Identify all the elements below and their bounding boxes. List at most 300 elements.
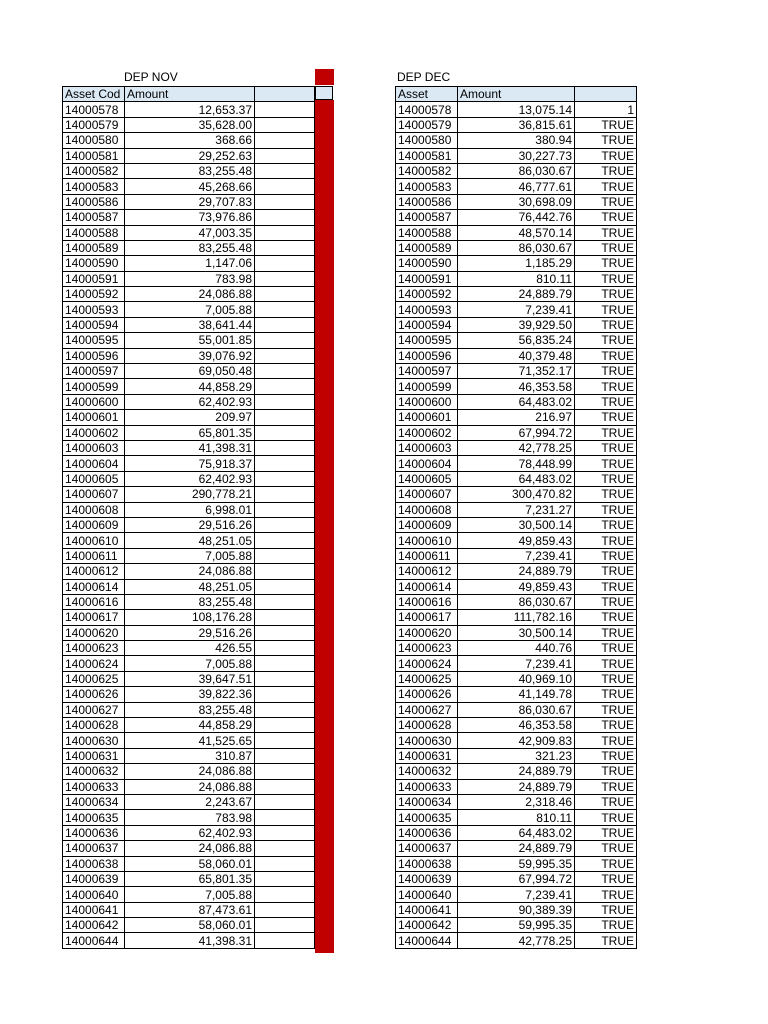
dec-cell-asset[interactable]: 14000578 [396, 102, 458, 117]
nov-cell-asset[interactable]: 14000637 [63, 841, 125, 856]
dec-cell-check[interactable]: TRUE [575, 933, 637, 948]
nov-cell-blank[interactable] [255, 456, 315, 471]
nov-cell-asset[interactable]: 14000583 [63, 179, 125, 194]
dec-cell-asset[interactable]: 14000628 [396, 718, 458, 733]
dec-cell-check[interactable]: TRUE [575, 548, 637, 563]
dec-cell-amount[interactable]: 7,239.41 [458, 887, 575, 902]
nov-cell-amount[interactable]: 1,147.06 [125, 256, 255, 271]
nov-cell-amount[interactable]: 41,398.31 [125, 933, 255, 948]
nov-cell-blank[interactable] [255, 133, 315, 148]
nov-cell-asset[interactable]: 14000640 [63, 887, 125, 902]
dec-cell-amount[interactable]: 24,889.79 [458, 564, 575, 579]
nov-cell-asset[interactable]: 14000632 [63, 764, 125, 779]
nov-cell-amount[interactable]: 368.66 [125, 133, 255, 148]
nov-cell-asset[interactable]: 14000624 [63, 656, 125, 671]
nov-cell-blank[interactable] [255, 333, 315, 348]
nov-cell-asset[interactable]: 14000600 [63, 394, 125, 409]
dec-cell-asset[interactable]: 14000583 [396, 179, 458, 194]
dec-cell-asset[interactable]: 14000638 [396, 856, 458, 871]
dec-header-check[interactable] [575, 87, 637, 102]
dec-cell-asset[interactable]: 14000640 [396, 887, 458, 902]
nov-cell-amount[interactable]: 24,086.88 [125, 287, 255, 302]
dec-cell-asset[interactable]: 14000595 [396, 333, 458, 348]
dec-cell-check[interactable]: TRUE [575, 271, 637, 286]
nov-cell-amount[interactable]: 39,822.36 [125, 687, 255, 702]
nov-cell-blank[interactable] [255, 256, 315, 271]
dec-cell-amount[interactable]: 86,030.67 [458, 702, 575, 717]
nov-cell-amount[interactable]: 29,707.83 [125, 194, 255, 209]
dec-cell-asset[interactable]: 14000602 [396, 425, 458, 440]
nov-cell-blank[interactable] [255, 779, 315, 794]
nov-cell-asset[interactable]: 14000592 [63, 287, 125, 302]
dec-cell-amount[interactable]: 67,994.72 [458, 871, 575, 886]
nov-cell-blank[interactable] [255, 102, 315, 117]
nov-cell-asset[interactable]: 14000617 [63, 610, 125, 625]
dec-cell-amount[interactable]: 36,815.61 [458, 117, 575, 132]
dec-cell-amount[interactable]: 86,030.67 [458, 240, 575, 255]
nov-header-blank[interactable] [255, 87, 315, 102]
dec-cell-check[interactable]: TRUE [575, 148, 637, 163]
nov-cell-amount[interactable]: 783.98 [125, 810, 255, 825]
dec-cell-amount[interactable]: 30,227.73 [458, 148, 575, 163]
dec-cell-amount[interactable]: 24,889.79 [458, 764, 575, 779]
dec-cell-check[interactable]: 1 [575, 102, 637, 117]
nov-cell-asset[interactable]: 14000630 [63, 733, 125, 748]
nov-cell-amount[interactable]: 39,647.51 [125, 671, 255, 686]
dec-cell-asset[interactable]: 14000631 [396, 748, 458, 763]
nov-cell-blank[interactable] [255, 841, 315, 856]
dec-cell-asset[interactable]: 14000596 [396, 348, 458, 363]
dec-cell-asset[interactable]: 14000604 [396, 456, 458, 471]
dec-cell-check[interactable]: TRUE [575, 656, 637, 671]
dec-cell-check[interactable]: TRUE [575, 641, 637, 656]
nov-cell-asset[interactable]: 14000602 [63, 425, 125, 440]
nov-cell-amount[interactable]: 41,398.31 [125, 440, 255, 455]
dec-cell-amount[interactable]: 30,698.09 [458, 194, 575, 209]
nov-cell-amount[interactable]: 48,251.05 [125, 579, 255, 594]
dec-cell-check[interactable]: TRUE [575, 425, 637, 440]
dec-cell-check[interactable]: TRUE [575, 394, 637, 409]
dec-cell-amount[interactable]: 46,777.61 [458, 179, 575, 194]
dec-cell-amount[interactable]: 46,353.58 [458, 379, 575, 394]
nov-cell-asset[interactable]: 14000636 [63, 825, 125, 840]
nov-cell-blank[interactable] [255, 394, 315, 409]
dec-cell-asset[interactable]: 14000627 [396, 702, 458, 717]
dec-cell-asset[interactable]: 14000626 [396, 687, 458, 702]
nov-cell-amount[interactable]: 62,402.93 [125, 471, 255, 486]
dec-cell-check[interactable]: TRUE [575, 163, 637, 178]
dec-cell-amount[interactable]: 24,889.79 [458, 779, 575, 794]
nov-cell-amount[interactable]: 39,076.92 [125, 348, 255, 363]
nov-cell-amount[interactable]: 35,628.00 [125, 117, 255, 132]
nov-cell-asset[interactable]: 14000616 [63, 594, 125, 609]
dec-cell-check[interactable]: TRUE [575, 379, 637, 394]
nov-cell-asset[interactable]: 14000611 [63, 548, 125, 563]
dec-cell-amount[interactable]: 71,352.17 [458, 364, 575, 379]
nov-cell-amount[interactable]: 29,516.26 [125, 625, 255, 640]
dec-cell-check[interactable]: TRUE [575, 764, 637, 779]
dec-cell-asset[interactable]: 14000589 [396, 240, 458, 255]
dec-cell-asset[interactable]: 14000586 [396, 194, 458, 209]
dec-cell-check[interactable]: TRUE [575, 179, 637, 194]
dec-cell-check[interactable]: TRUE [575, 564, 637, 579]
dec-cell-check[interactable]: TRUE [575, 810, 637, 825]
nov-cell-blank[interactable] [255, 702, 315, 717]
dec-cell-asset[interactable]: 14000644 [396, 933, 458, 948]
nov-cell-blank[interactable] [255, 240, 315, 255]
nov-cell-blank[interactable] [255, 641, 315, 656]
dec-cell-amount[interactable]: 810.11 [458, 271, 575, 286]
nov-cell-asset[interactable]: 14000620 [63, 625, 125, 640]
dec-cell-amount[interactable]: 40,379.48 [458, 348, 575, 363]
dec-cell-asset[interactable]: 14000623 [396, 641, 458, 656]
dec-cell-check[interactable]: TRUE [575, 856, 637, 871]
dec-cell-asset[interactable]: 14000641 [396, 902, 458, 917]
nov-cell-asset[interactable]: 14000591 [63, 271, 125, 286]
dec-cell-check[interactable]: TRUE [575, 594, 637, 609]
dec-cell-check[interactable]: TRUE [575, 210, 637, 225]
dec-cell-asset[interactable]: 14000630 [396, 733, 458, 748]
nov-cell-asset[interactable]: 14000642 [63, 918, 125, 933]
nov-cell-amount[interactable]: 24,086.88 [125, 841, 255, 856]
dec-cell-amount[interactable]: 64,483.02 [458, 471, 575, 486]
nov-cell-blank[interactable] [255, 348, 315, 363]
nov-cell-asset[interactable]: 14000625 [63, 671, 125, 686]
nov-cell-blank[interactable] [255, 748, 315, 763]
nov-cell-amount[interactable]: 290,778.21 [125, 487, 255, 502]
dec-cell-asset[interactable]: 14000594 [396, 317, 458, 332]
nov-cell-amount[interactable]: 83,255.48 [125, 702, 255, 717]
nov-cell-blank[interactable] [255, 933, 315, 948]
nov-cell-amount[interactable]: 41,525.65 [125, 733, 255, 748]
nov-cell-amount[interactable]: 62,402.93 [125, 825, 255, 840]
dec-cell-amount[interactable]: 59,995.35 [458, 918, 575, 933]
nov-cell-amount[interactable]: 62,402.93 [125, 394, 255, 409]
nov-cell-blank[interactable] [255, 687, 315, 702]
dec-cell-asset[interactable]: 14000599 [396, 379, 458, 394]
nov-cell-amount[interactable]: 45,268.66 [125, 179, 255, 194]
dec-cell-asset[interactable]: 14000590 [396, 256, 458, 271]
dec-cell-check[interactable]: TRUE [575, 517, 637, 532]
dec-cell-asset[interactable]: 14000617 [396, 610, 458, 625]
dec-cell-check[interactable]: TRUE [575, 533, 637, 548]
nov-cell-blank[interactable] [255, 610, 315, 625]
dec-cell-amount[interactable]: 86,030.67 [458, 163, 575, 178]
nov-cell-amount[interactable]: 75,918.37 [125, 456, 255, 471]
dec-cell-amount[interactable]: 42,909.83 [458, 733, 575, 748]
dec-cell-amount[interactable]: 300,470.82 [458, 487, 575, 502]
dec-cell-check[interactable]: TRUE [575, 733, 637, 748]
nov-cell-asset[interactable]: 14000607 [63, 487, 125, 502]
nov-cell-blank[interactable] [255, 533, 315, 548]
dec-cell-amount[interactable]: 39,929.50 [458, 317, 575, 332]
dec-cell-asset[interactable]: 14000608 [396, 502, 458, 517]
nov-cell-asset[interactable]: 14000580 [63, 133, 125, 148]
nov-cell-blank[interactable] [255, 487, 315, 502]
nov-cell-blank[interactable] [255, 825, 315, 840]
dec-cell-amount[interactable]: 64,483.02 [458, 825, 575, 840]
nov-cell-amount[interactable]: 29,252.63 [125, 148, 255, 163]
nov-cell-amount[interactable]: 55,001.85 [125, 333, 255, 348]
dec-cell-check[interactable]: TRUE [575, 133, 637, 148]
dec-cell-check[interactable]: TRUE [575, 610, 637, 625]
nov-cell-blank[interactable] [255, 271, 315, 286]
nov-cell-asset[interactable]: 14000579 [63, 117, 125, 132]
dec-cell-check[interactable]: TRUE [575, 918, 637, 933]
nov-cell-blank[interactable] [255, 425, 315, 440]
dec-cell-amount[interactable]: 7,239.41 [458, 656, 575, 671]
nov-cell-asset[interactable]: 14000581 [63, 148, 125, 163]
nov-cell-amount[interactable]: 2,243.67 [125, 794, 255, 809]
nov-cell-asset[interactable]: 14000595 [63, 333, 125, 348]
dec-cell-asset[interactable]: 14000635 [396, 810, 458, 825]
nov-cell-amount[interactable]: 7,005.88 [125, 656, 255, 671]
nov-cell-asset[interactable]: 14000634 [63, 794, 125, 809]
dec-cell-check[interactable]: TRUE [575, 410, 637, 425]
nov-cell-blank[interactable] [255, 163, 315, 178]
nov-cell-asset[interactable]: 14000587 [63, 210, 125, 225]
dec-cell-check[interactable]: TRUE [575, 902, 637, 917]
nov-cell-blank[interactable] [255, 548, 315, 563]
dec-cell-asset[interactable]: 14000607 [396, 487, 458, 502]
nov-cell-blank[interactable] [255, 302, 315, 317]
dec-cell-asset[interactable]: 14000624 [396, 656, 458, 671]
nov-cell-amount[interactable]: 6,998.01 [125, 502, 255, 517]
nov-cell-asset[interactable]: 14000612 [63, 564, 125, 579]
nov-cell-blank[interactable] [255, 179, 315, 194]
nov-cell-asset[interactable]: 14000578 [63, 102, 125, 117]
nov-cell-amount[interactable]: 7,005.88 [125, 548, 255, 563]
dec-cell-asset[interactable]: 14000610 [396, 533, 458, 548]
nov-cell-asset[interactable]: 14000609 [63, 517, 125, 532]
dec-cell-amount[interactable]: 30,500.14 [458, 517, 575, 532]
dec-cell-check[interactable]: TRUE [575, 471, 637, 486]
nov-cell-amount[interactable]: 209.97 [125, 410, 255, 425]
dec-cell-amount[interactable]: 40,969.10 [458, 671, 575, 686]
nov-cell-asset[interactable]: 14000626 [63, 687, 125, 702]
nov-cell-amount[interactable]: 83,255.48 [125, 594, 255, 609]
nov-cell-amount[interactable]: 29,516.26 [125, 517, 255, 532]
dec-cell-amount[interactable]: 90,389.39 [458, 902, 575, 917]
nov-cell-asset[interactable]: 14000599 [63, 379, 125, 394]
nov-cell-blank[interactable] [255, 810, 315, 825]
dec-cell-check[interactable]: TRUE [575, 287, 637, 302]
dec-cell-amount[interactable]: 7,231.27 [458, 502, 575, 517]
nov-cell-asset[interactable]: 14000605 [63, 471, 125, 486]
dec-cell-check[interactable]: TRUE [575, 240, 637, 255]
dec-cell-amount[interactable]: 24,889.79 [458, 287, 575, 302]
nov-cell-blank[interactable] [255, 918, 315, 933]
nov-cell-amount[interactable]: 426.55 [125, 641, 255, 656]
nov-cell-blank[interactable] [255, 733, 315, 748]
nov-cell-blank[interactable] [255, 902, 315, 917]
dec-cell-amount[interactable]: 49,859.43 [458, 533, 575, 548]
dec-cell-amount[interactable]: 1,185.29 [458, 256, 575, 271]
nov-cell-blank[interactable] [255, 317, 315, 332]
nov-cell-amount[interactable]: 310.87 [125, 748, 255, 763]
nov-cell-blank[interactable] [255, 117, 315, 132]
nov-cell-blank[interactable] [255, 594, 315, 609]
dec-cell-amount[interactable]: 56,835.24 [458, 333, 575, 348]
nov-cell-blank[interactable] [255, 194, 315, 209]
dec-header-amount[interactable]: Amount [458, 87, 575, 102]
dec-cell-check[interactable]: TRUE [575, 625, 637, 640]
dec-cell-check[interactable]: TRUE [575, 348, 637, 363]
dec-cell-asset[interactable]: 14000603 [396, 440, 458, 455]
dec-cell-asset[interactable]: 14000579 [396, 117, 458, 132]
nov-cell-asset[interactable]: 14000608 [63, 502, 125, 517]
nov-cell-blank[interactable] [255, 225, 315, 240]
nov-cell-amount[interactable]: 58,060.01 [125, 856, 255, 871]
nov-cell-blank[interactable] [255, 517, 315, 532]
dec-cell-check[interactable]: TRUE [575, 487, 637, 502]
nov-cell-amount[interactable]: 73,976.86 [125, 210, 255, 225]
nov-cell-blank[interactable] [255, 579, 315, 594]
dec-cell-amount[interactable]: 42,778.25 [458, 933, 575, 948]
nov-cell-asset[interactable]: 14000633 [63, 779, 125, 794]
nov-cell-blank[interactable] [255, 564, 315, 579]
dec-cell-asset[interactable]: 14000614 [396, 579, 458, 594]
nov-cell-blank[interactable] [255, 764, 315, 779]
dec-cell-check[interactable]: TRUE [575, 687, 637, 702]
dec-cell-asset[interactable]: 14000600 [396, 394, 458, 409]
nov-cell-asset[interactable]: 14000589 [63, 240, 125, 255]
dec-cell-asset[interactable]: 14000592 [396, 287, 458, 302]
dec-cell-check[interactable]: TRUE [575, 456, 637, 471]
dec-cell-amount[interactable]: 2,318.46 [458, 794, 575, 809]
dec-cell-check[interactable]: TRUE [575, 440, 637, 455]
dec-cell-check[interactable]: TRUE [575, 579, 637, 594]
nov-cell-amount[interactable]: 7,005.88 [125, 887, 255, 902]
nov-cell-amount[interactable]: 83,255.48 [125, 240, 255, 255]
dec-cell-amount[interactable]: 59,995.35 [458, 856, 575, 871]
dec-cell-amount[interactable]: 440.76 [458, 641, 575, 656]
nov-cell-blank[interactable] [255, 794, 315, 809]
dec-cell-asset[interactable]: 14000597 [396, 364, 458, 379]
dec-cell-asset[interactable]: 14000634 [396, 794, 458, 809]
nov-cell-asset[interactable]: 14000610 [63, 533, 125, 548]
dec-cell-asset[interactable]: 14000601 [396, 410, 458, 425]
nov-cell-amount[interactable]: 69,050.48 [125, 364, 255, 379]
dec-cell-asset[interactable]: 14000609 [396, 517, 458, 532]
dec-cell-amount[interactable]: 67,994.72 [458, 425, 575, 440]
nov-cell-blank[interactable] [255, 656, 315, 671]
dec-cell-check[interactable]: TRUE [575, 748, 637, 763]
nov-cell-amount[interactable]: 44,858.29 [125, 718, 255, 733]
nov-header-amount[interactable]: Amount [125, 87, 255, 102]
nov-cell-amount[interactable]: 24,086.88 [125, 779, 255, 794]
dec-cell-amount[interactable]: 24,889.79 [458, 841, 575, 856]
dec-cell-check[interactable]: TRUE [575, 333, 637, 348]
nov-cell-blank[interactable] [255, 410, 315, 425]
dec-cell-check[interactable]: TRUE [575, 117, 637, 132]
dec-cell-check[interactable]: TRUE [575, 702, 637, 717]
dec-cell-asset[interactable]: 14000593 [396, 302, 458, 317]
dec-cell-amount[interactable]: 7,239.41 [458, 548, 575, 563]
dec-cell-amount[interactable]: 49,859.43 [458, 579, 575, 594]
nov-cell-asset[interactable]: 14000639 [63, 871, 125, 886]
dec-cell-asset[interactable]: 14000605 [396, 471, 458, 486]
nov-header-asset[interactable]: Asset Cod [63, 87, 125, 102]
nov-cell-asset[interactable]: 14000641 [63, 902, 125, 917]
dec-cell-amount[interactable]: 380.94 [458, 133, 575, 148]
nov-cell-asset[interactable]: 14000635 [63, 810, 125, 825]
dec-cell-amount[interactable]: 7,239.41 [458, 302, 575, 317]
dec-cell-check[interactable]: TRUE [575, 317, 637, 332]
dec-cell-asset[interactable]: 14000639 [396, 871, 458, 886]
nov-cell-asset[interactable]: 14000614 [63, 579, 125, 594]
nov-cell-asset[interactable]: 14000623 [63, 641, 125, 656]
nov-cell-asset[interactable]: 14000590 [63, 256, 125, 271]
dec-cell-amount[interactable]: 42,778.25 [458, 440, 575, 455]
dec-cell-asset[interactable]: 14000612 [396, 564, 458, 579]
nov-cell-asset[interactable]: 14000582 [63, 163, 125, 178]
dec-cell-asset[interactable]: 14000616 [396, 594, 458, 609]
nov-cell-asset[interactable]: 14000631 [63, 748, 125, 763]
dec-cell-check[interactable]: TRUE [575, 194, 637, 209]
dec-cell-asset[interactable]: 14000637 [396, 841, 458, 856]
nov-cell-amount[interactable]: 65,801.35 [125, 871, 255, 886]
dec-cell-check[interactable]: TRUE [575, 794, 637, 809]
dec-cell-asset[interactable]: 14000587 [396, 210, 458, 225]
nov-cell-asset[interactable]: 14000588 [63, 225, 125, 240]
dec-cell-amount[interactable]: 78,448.99 [458, 456, 575, 471]
dec-cell-asset[interactable]: 14000611 [396, 548, 458, 563]
nov-cell-blank[interactable] [255, 887, 315, 902]
nov-cell-asset[interactable]: 14000638 [63, 856, 125, 871]
nov-cell-amount[interactable]: 12,653.37 [125, 102, 255, 117]
nov-cell-amount[interactable]: 783.98 [125, 271, 255, 286]
nov-cell-amount[interactable]: 58,060.01 [125, 918, 255, 933]
nov-cell-asset[interactable]: 14000593 [63, 302, 125, 317]
dec-cell-amount[interactable]: 216.97 [458, 410, 575, 425]
dec-cell-amount[interactable]: 76,442.76 [458, 210, 575, 225]
dec-cell-check[interactable]: TRUE [575, 671, 637, 686]
nov-cell-blank[interactable] [255, 671, 315, 686]
nov-cell-amount[interactable]: 108,176.28 [125, 610, 255, 625]
dec-cell-asset[interactable]: 14000633 [396, 779, 458, 794]
dec-cell-asset[interactable]: 14000632 [396, 764, 458, 779]
nov-cell-asset[interactable]: 14000586 [63, 194, 125, 209]
nov-cell-amount[interactable]: 44,858.29 [125, 379, 255, 394]
dec-cell-amount[interactable]: 86,030.67 [458, 594, 575, 609]
nov-cell-asset[interactable]: 14000604 [63, 456, 125, 471]
dec-header-asset[interactable]: Asset [396, 87, 458, 102]
nov-cell-amount[interactable]: 65,801.35 [125, 425, 255, 440]
dec-cell-check[interactable]: TRUE [575, 502, 637, 517]
dec-cell-amount[interactable]: 41,149.78 [458, 687, 575, 702]
nov-cell-blank[interactable] [255, 440, 315, 455]
nov-cell-asset[interactable]: 14000603 [63, 440, 125, 455]
nov-cell-amount[interactable]: 7,005.88 [125, 302, 255, 317]
dec-cell-amount[interactable]: 48,570.14 [458, 225, 575, 240]
dec-cell-check[interactable]: TRUE [575, 825, 637, 840]
nov-cell-amount[interactable]: 24,086.88 [125, 764, 255, 779]
nov-cell-asset[interactable]: 14000596 [63, 348, 125, 363]
nov-cell-blank[interactable] [255, 718, 315, 733]
dec-cell-amount[interactable]: 810.11 [458, 810, 575, 825]
nov-cell-amount[interactable]: 24,086.88 [125, 564, 255, 579]
nov-cell-asset[interactable]: 14000594 [63, 317, 125, 332]
dec-cell-check[interactable]: TRUE [575, 718, 637, 733]
nov-cell-blank[interactable] [255, 287, 315, 302]
dec-cell-check[interactable]: TRUE [575, 225, 637, 240]
dec-cell-check[interactable]: TRUE [575, 779, 637, 794]
nov-cell-amount[interactable]: 83,255.48 [125, 163, 255, 178]
nov-cell-amount[interactable]: 38,641.44 [125, 317, 255, 332]
nov-cell-blank[interactable] [255, 502, 315, 517]
nov-cell-blank[interactable] [255, 856, 315, 871]
